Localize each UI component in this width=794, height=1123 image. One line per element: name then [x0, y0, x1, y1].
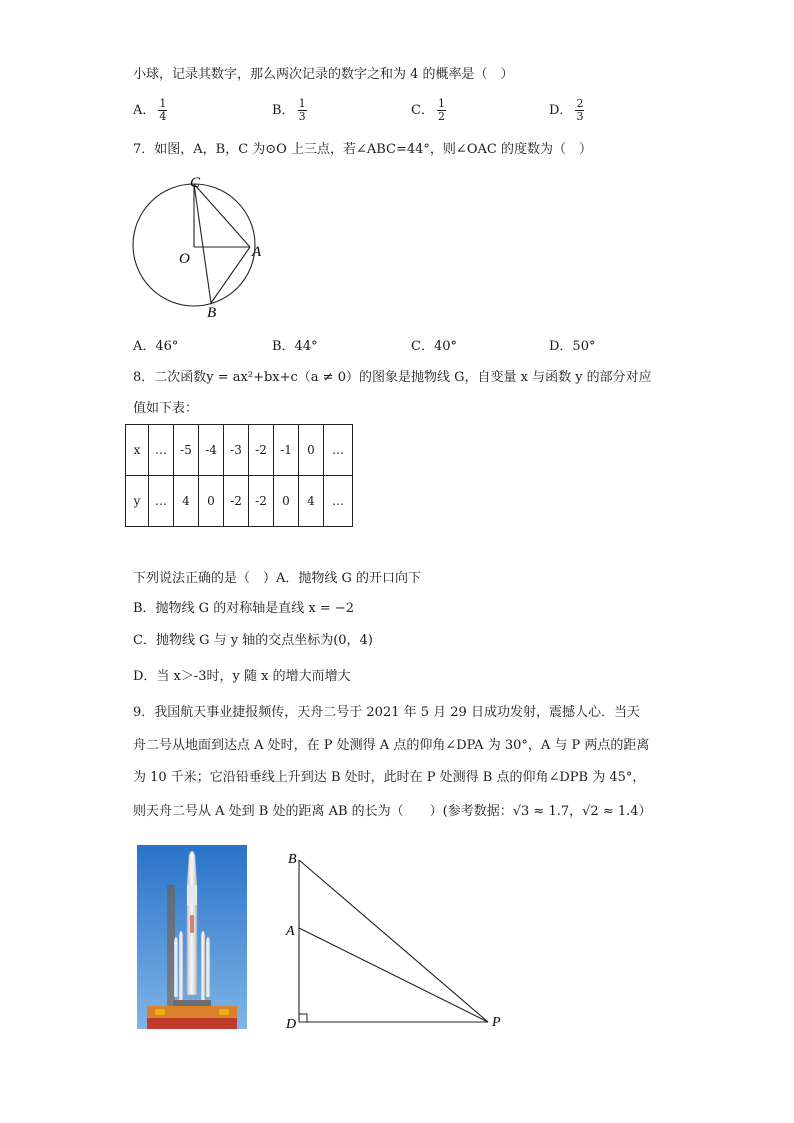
q9-line1: 9．我国航天事业捷报频传，天舟二号于 2021 年 5 月 29 日成功发射，震撼人心．当天 — [133, 705, 640, 720]
q9-line3: 为 10 千米；它沿铅垂线上升到达 B 处时，此时在 P 处测得 B 点的仰角∠DPB 为 45°， — [133, 770, 646, 785]
table-cell: 0 — [299, 425, 324, 476]
label-d: D — [286, 1017, 297, 1032]
q6-option-a: A． $\frac{1}{4}$ — [133, 97, 167, 123]
q7-option-b: B．44° — [272, 339, 318, 354]
q8-option-c: C．抛物线 G 与 y 轴的交点坐标为(0，4) — [133, 633, 373, 648]
table-cell: x — [126, 425, 149, 476]
q7-option-d: D．50° — [549, 339, 596, 354]
table-cell: … — [149, 476, 174, 527]
right-angle-mark — [299, 1014, 307, 1022]
q6-option-b: B． $\frac{1}{3}$ — [272, 97, 306, 123]
q9-line4: 则天舟二号从 A 处到 B 处的距离 AB 的长为（ ）(参考数据：√3 ≈ 1.7，√2 ≈ 1.4） — [133, 804, 652, 819]
table-cell: -4 — [199, 425, 224, 476]
label-o: O — [179, 251, 190, 267]
table-cell: … — [149, 425, 174, 476]
q6-option-d: D． $\frac{2}{3}$ — [549, 97, 584, 123]
q8-option-b: B．抛物线 G 的对称轴是直线 x = −2 — [133, 601, 354, 616]
table-cell: … — [324, 476, 353, 527]
label-p: P — [492, 1015, 501, 1030]
q7-option-c: C．40° — [411, 339, 457, 354]
segment-ap — [299, 928, 488, 1022]
table-cell: 0 — [199, 476, 224, 527]
label-b: B — [207, 305, 217, 321]
q7-option-a: A．46° — [133, 339, 179, 354]
q9-line2: 舟二号从地面到达点 A 处时，在 P 处测得 A 点的仰角∠DPA 为 30°，A 与 P 两点的距离 — [133, 738, 650, 753]
label-c: C — [190, 175, 201, 191]
label-a: A — [252, 244, 262, 260]
table-cell: 4 — [174, 476, 199, 527]
table-cell: y — [126, 476, 149, 527]
table-cell: -3 — [224, 425, 249, 476]
table-cell: 4 — [299, 476, 324, 527]
label-b: B — [288, 852, 297, 867]
table-cell: 0 — [274, 476, 299, 527]
q8-stem-line2: 值如下表： — [133, 401, 199, 416]
table-cell: -2 — [224, 476, 249, 527]
q6-option-c: C． $\frac{1}{2}$ — [411, 97, 445, 123]
table-cell: -5 — [174, 425, 199, 476]
segment-bp — [299, 860, 488, 1022]
q8-stem-line1: 8．二次函数y = ax²+bx+c（a ≠ 0）的图象是抛物线 G，自变量 x 与函数 y 的部分对应 — [133, 370, 652, 385]
table-cell: … — [324, 425, 353, 476]
table-cell: -2 — [249, 476, 274, 527]
q6-stem: 小球，记录其数字，那么两次记录的数字之和为 4 的概率是（ ） — [133, 67, 514, 82]
table-cell: -2 — [249, 425, 274, 476]
q7-stem: 7．如图，A，B，C 为⊙O 上三点，若∠ABC=44°，则∠OAC 的度数为（ ） — [133, 142, 592, 157]
label-a: A — [286, 924, 295, 939]
q8-option-d: D．当 x＞-3时，y 随 x 的增大而增大 — [133, 669, 351, 684]
q8-prompt-option-a: 下列说法正确的是（ ）A．抛物线 G 的开口向下 — [133, 571, 422, 586]
table-cell: -1 — [274, 425, 299, 476]
